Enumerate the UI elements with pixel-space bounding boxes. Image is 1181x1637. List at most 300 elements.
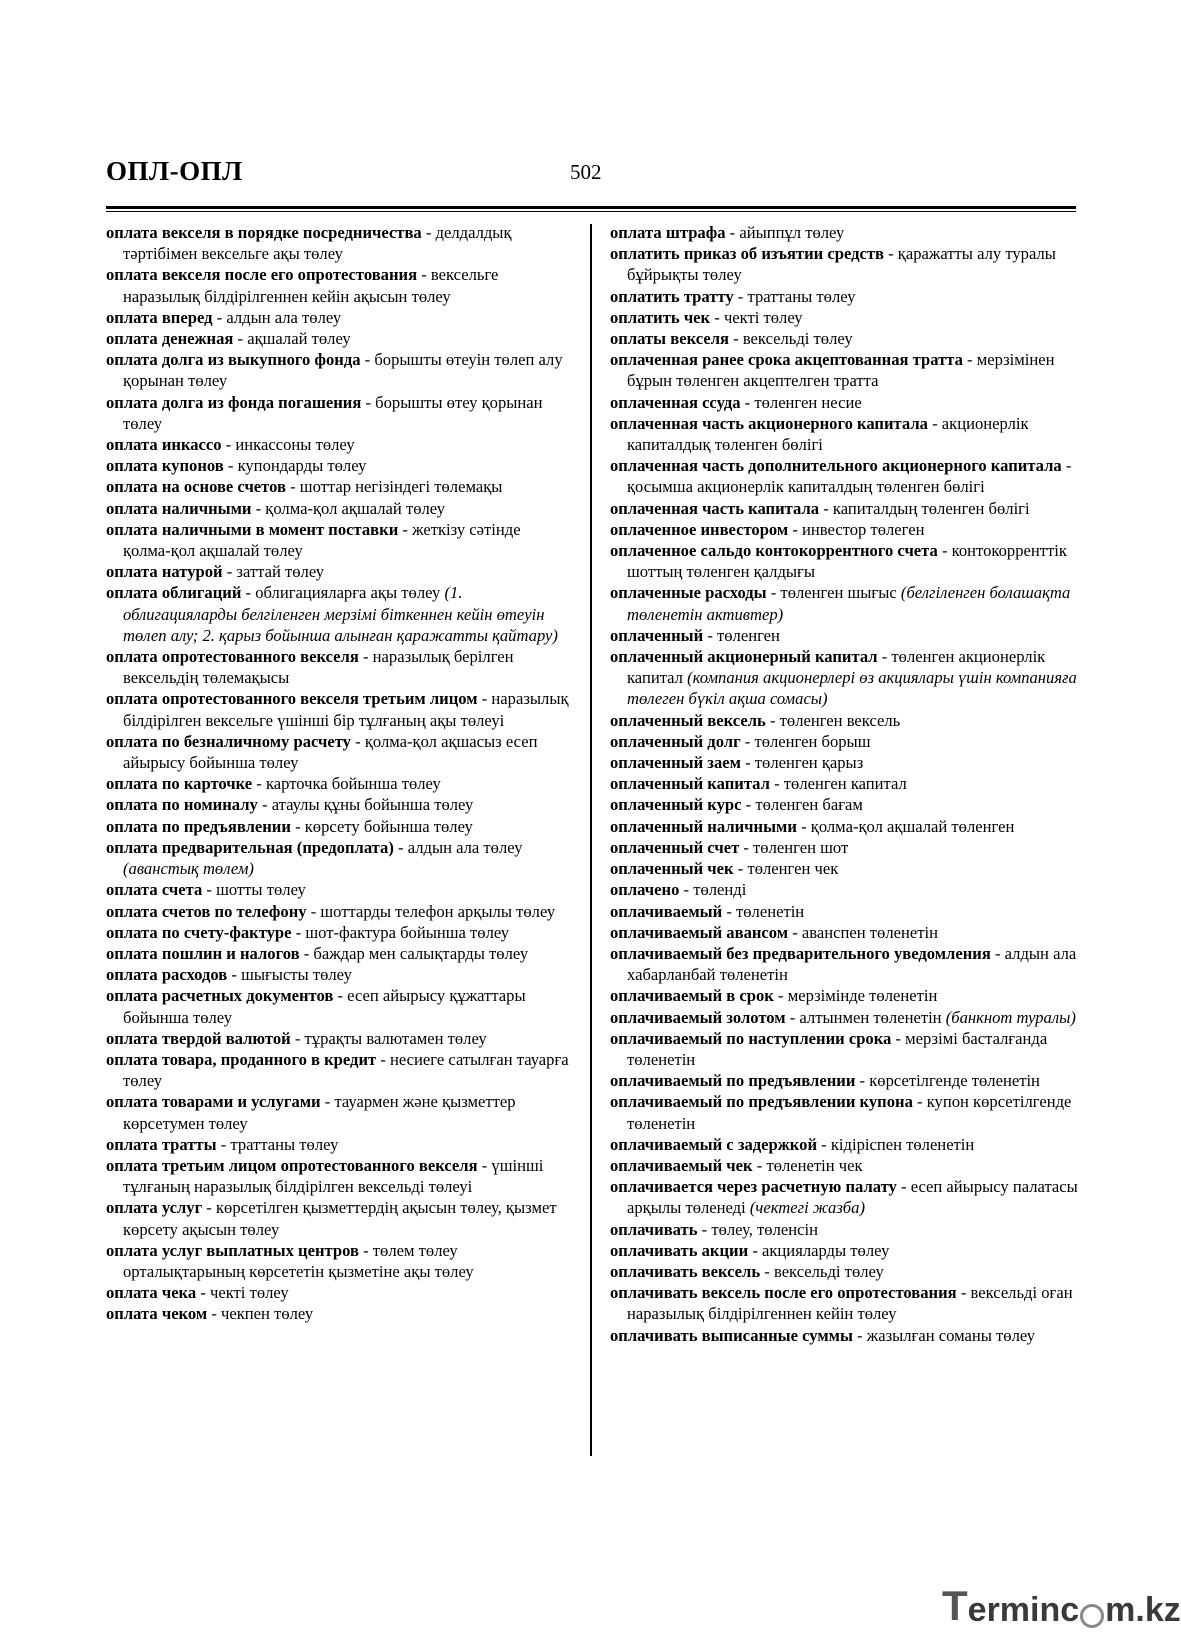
entry-separator: -	[290, 816, 305, 836]
entry-separator: -	[477, 689, 492, 709]
entry-term: оплата купонов	[106, 456, 224, 476]
entry-term: оплата наличными	[106, 498, 252, 518]
entry-term: оплачиваемый по наступлении срока	[610, 1028, 892, 1048]
dictionary-entry	[106, 1134, 572, 1155]
entry-term: оплата натурой	[106, 562, 223, 582]
entry-definition: мерзімі басталғанда төленетін	[627, 1028, 1048, 1069]
entry-definition: тұрақты валютамен төлеу	[304, 1028, 487, 1048]
entry-separator: -	[725, 223, 740, 242]
dictionary-entry	[610, 413, 1080, 455]
entry-definition: төлем төлеу орталықтарының көрсететін қызметіне ақы төлеу	[123, 1240, 474, 1281]
entry-term: оплаченная часть дополнительного акционерного капитала	[610, 456, 1062, 476]
entry-definition: есеп айырысу құжаттары бойынша төлеу	[123, 986, 526, 1027]
column-divider	[590, 224, 592, 1456]
entry-definition: шығысты төлеу	[241, 965, 352, 985]
entry-definition: қолма-қол ақшасыз есеп айырысу бойынша төлеу	[123, 731, 538, 773]
entry-definition: қолма-қол ақшалай төленген	[810, 816, 1015, 836]
entry-separator: -	[477, 1155, 492, 1175]
entry-definition: көрсетілгенде төленетін	[869, 1071, 1040, 1091]
entry-separator: -	[291, 922, 306, 942]
entry-definition: мерзімінен бұрын төленген акцептелген тратта	[627, 350, 1055, 391]
entry-term: оплаченный долг	[610, 731, 741, 751]
entry-term: оплата расходов	[106, 965, 228, 985]
entry-term: оплата предварительная (предоплата)	[106, 837, 394, 857]
entry-definition: қолма-қол ақшалай төлеу	[265, 498, 446, 518]
entry-definition: төленген шот	[753, 837, 849, 857]
entry-separator: -	[739, 837, 754, 857]
entry-separator: -	[962, 350, 977, 370]
dictionary-entry	[106, 901, 572, 922]
entry-definition: акцияларды төлеу	[762, 1240, 890, 1260]
entry-separator: -	[222, 562, 237, 582]
entry-term: оплата вперед	[106, 307, 213, 327]
entry-definition: алдын ала төлеу	[226, 307, 342, 327]
entry-definition: төленген капитал	[783, 774, 907, 794]
entry-definition: шоттарды телефон арқылы төлеу	[320, 901, 556, 921]
entry-definition: несиеге сатылған тауарға төлеу	[123, 1049, 569, 1091]
dictionary-entry	[610, 498, 1080, 519]
entry-definition: төленген қарыз	[754, 753, 864, 773]
entry-definition: траттаны төлеу	[230, 1134, 339, 1154]
left-column	[106, 222, 572, 1325]
page-number: 502	[570, 160, 602, 184]
entry-separator: -	[361, 392, 376, 412]
entry-term: оплачивать вексель после его опротестования	[610, 1283, 957, 1303]
entry-term: оплата опротестованного векселя третьим лицом	[106, 689, 478, 709]
dictionary-entry	[610, 392, 1080, 413]
entry-note: (белгіленген болашақта төленетін активтер)	[627, 583, 1071, 624]
entry-separator: -	[306, 901, 321, 921]
entry-term: оплата товарами и услугами	[106, 1092, 321, 1112]
entry-separator: -	[766, 583, 781, 603]
entry-definition: төленетін	[736, 901, 805, 921]
dictionary-entry	[610, 1240, 1080, 1261]
entry-term: оплачиваемый золотом	[610, 1007, 786, 1027]
entry-separator: -	[398, 519, 413, 539]
right-column	[610, 222, 1080, 1346]
entry-separator: -	[740, 731, 755, 751]
dictionary-entry	[106, 943, 572, 964]
dictionary-entry	[610, 1070, 1080, 1091]
entry-separator: -	[202, 1198, 216, 1218]
entry-term: оплатить приказ об изъятии средств	[610, 244, 884, 264]
entry-separator: -	[233, 329, 248, 349]
entry-term: оплаченная часть капитала	[610, 498, 820, 518]
dictionary-entry	[610, 328, 1080, 349]
entry-separator: -	[855, 1071, 870, 1091]
entry-definition: карточка бойынша төлеу	[265, 774, 441, 794]
entry-separator: -	[333, 986, 348, 1006]
entry-definition: есеп айырысу палатасы арқылы төленеді	[627, 1177, 1078, 1218]
entry-separator: -	[257, 795, 272, 815]
dictionary-entry	[610, 1261, 1080, 1282]
entry-separator: -	[896, 1177, 911, 1197]
dictionary-entry	[610, 1176, 1080, 1218]
dictionary-entry	[106, 434, 572, 455]
dictionary-entry	[106, 1049, 572, 1091]
entry-definition: үшінші тұлғаның наразылық білдірілген вексельді төлеуі	[123, 1155, 544, 1197]
entry-term: оплачивать акции	[610, 1240, 749, 1260]
entry-separator: -	[290, 1028, 305, 1048]
entry-separator: -	[733, 286, 748, 306]
entry-term: оплата услуг выплатных центров	[106, 1240, 359, 1260]
dictionary-entry	[106, 222, 572, 264]
entry-definition: жеткізу сәтінде қолма-қол ақшалай төлеу	[123, 519, 521, 561]
dictionary-entry	[106, 582, 572, 646]
dictionary-entry	[106, 307, 572, 328]
entry-separator: -	[883, 244, 898, 264]
entry-separator: -	[740, 753, 755, 773]
entry-separator: -	[852, 1325, 867, 1345]
dictionary-entry	[610, 646, 1080, 710]
entry-separator: -	[785, 1007, 800, 1027]
entry-separator: -	[223, 456, 238, 476]
entry-definition: кідіріспен төленетін	[830, 1134, 975, 1154]
dictionary-entry	[610, 816, 1080, 837]
entry-separator: -	[740, 392, 755, 412]
dictionary-entry	[106, 1155, 572, 1197]
dictionary-entry	[106, 816, 572, 837]
dictionary-entry	[106, 794, 572, 815]
entry-separator: -	[252, 774, 266, 794]
entry-separator: -	[697, 1219, 712, 1239]
entry-term: оплата опротестованного векселя	[106, 647, 359, 667]
entry-term: оплата долга из выкупного фонда	[106, 350, 361, 370]
entry-term: оплачивать выписанные суммы	[610, 1325, 853, 1345]
entry-separator: -	[216, 1134, 231, 1154]
entry-term: оплачено	[610, 880, 680, 900]
dictionary-entry	[610, 540, 1080, 582]
entry-definition: мерзімінде төленетін	[787, 986, 938, 1006]
entry-term: оплата инкассо	[106, 435, 222, 455]
entry-definition: төленген	[717, 625, 780, 645]
entry-separator: -	[927, 413, 942, 433]
entry-definition: төленетін чек	[766, 1155, 863, 1175]
entry-term: оплачивать вексель	[610, 1261, 761, 1281]
dictionary-entry	[610, 858, 1080, 879]
entry-term: оплата расчетных документов	[106, 986, 334, 1006]
entry-definition: көрсету бойынша төлеу	[304, 816, 473, 836]
entry-separator: -	[417, 265, 431, 285]
dictionary-entry	[106, 561, 572, 582]
dictionary-entry	[610, 1155, 1080, 1176]
entry-definition: инвестор төлеген	[802, 519, 925, 539]
dictionary-entry	[610, 455, 1080, 497]
entry-separator: -	[817, 1134, 831, 1154]
entry-definition: борышты өтеу қорынан төлеу	[123, 392, 543, 433]
entry-separator: -	[227, 965, 242, 985]
entry-definition: тауармен және қызметтер көрсетумен төлеу	[123, 1092, 516, 1133]
entry-separator: -	[796, 816, 811, 836]
entry-separator: -	[376, 1049, 390, 1069]
dictionary-entry	[106, 1091, 572, 1133]
entry-definition: акционерлік капиталдық төленген бөлігі	[627, 413, 1029, 455]
dictionary-entry	[610, 985, 1080, 1006]
entry-term: оплаченная ссуда	[610, 392, 741, 412]
entry-separator: -	[285, 477, 300, 497]
entry-separator: -	[741, 795, 756, 815]
entry-note: (1. облигацияларды белгіленген мерзімі біткеннен кейін өтеуін төлеп алу; 2. қарыз бойынша алынған қаражатты қайтару)	[123, 583, 558, 645]
dictionary-entry	[106, 1197, 572, 1239]
entry-separator: -	[360, 350, 375, 370]
entry-note: (банкнот туралы)	[945, 1007, 1076, 1027]
termincom-logo: T ermin c m.kz	[942, 1582, 1181, 1629]
entry-term: оплата услуг	[106, 1198, 203, 1218]
entry-definition: борышты өтеуін төлеп алу қорынан төлеу	[123, 350, 563, 391]
entry-definition: аванспен төленетін	[801, 922, 938, 942]
entry-definition: чекті төлеу	[723, 307, 803, 327]
entry-definition: төленді	[693, 880, 747, 900]
header-rule-thin	[106, 211, 1076, 212]
dictionary-entry	[610, 731, 1080, 752]
entry-term: оплаченный капитал	[610, 774, 770, 794]
entry-term: оплаченный курс	[610, 795, 742, 815]
entry-term: оплаченный	[610, 625, 704, 645]
entry-separator: -	[765, 710, 780, 730]
entry-term: оплачиваемый	[610, 901, 723, 921]
entry-term: оплатить чек	[610, 307, 711, 327]
dictionary-entry	[106, 349, 572, 391]
entry-term: оплачиваемый с задержкой	[610, 1134, 818, 1154]
dictionary-entry	[610, 1134, 1080, 1155]
entry-definition: алдын ала төлеу	[407, 837, 523, 857]
entry-separator: -	[990, 943, 1005, 963]
entry-separator: -	[241, 583, 256, 603]
entry-separator: -	[733, 859, 748, 879]
entry-definition: делдалдық тәртібімен вексельге ақы төлеу	[123, 223, 512, 264]
entry-definition: наразылық берілген вексельдің төлемақысы	[123, 647, 514, 688]
entry-term: оплата на основе счетов	[106, 477, 286, 497]
dictionary-entry	[610, 901, 1080, 922]
entry-definition: капиталдың төленген бөлігі	[832, 498, 1030, 518]
page-header-title: ОПЛ-ОПЛ	[106, 156, 243, 186]
dictionary-entry	[610, 222, 1080, 243]
dictionary-entry	[610, 286, 1080, 307]
entry-term: оплата по карточке	[106, 774, 253, 794]
dictionary-entry	[610, 519, 1080, 540]
entry-term: оплата чека	[106, 1283, 197, 1303]
entry-definition: наразылық білдірілген вексельге үшінші бір тұлғаның ақы төлеуі	[123, 689, 569, 730]
dictionary-entry	[610, 243, 1080, 285]
entry-separator: -	[251, 498, 266, 518]
dictionary-entry	[106, 392, 572, 434]
entry-term: оплата долга из фонда погашения	[106, 392, 362, 412]
entry-separator: -	[891, 1028, 906, 1048]
header-rule	[106, 206, 1076, 209]
dictionary-entry	[610, 794, 1080, 815]
entry-term: оплата денежная	[106, 329, 234, 349]
entry-separator: -	[221, 435, 236, 455]
entry-term: оплаченный чек	[610, 859, 734, 879]
entry-term: оплата по счету-фактуре	[106, 922, 292, 942]
entry-separator: -	[760, 1261, 774, 1281]
entry-separator: -	[710, 307, 724, 327]
dictionary-entry	[106, 964, 572, 985]
entry-definition: жазылған соманы төлеу	[866, 1325, 1036, 1345]
entry-separator: -	[819, 498, 833, 518]
entry-note: (аванстық төлем)	[123, 859, 254, 879]
entry-note: (компания акционерлері өз акциялары үшін компанияға төлеген бүкіл ақша сомасы)	[627, 668, 1077, 709]
dictionary-entry	[106, 731, 572, 773]
entry-definition: көрсетілген қызметтердің ақысын төлеу, қызмет көрсету ақысын төлеу	[123, 1198, 557, 1239]
entry-term: оплата штрафа	[610, 223, 726, 242]
entry-definition: алтынмен төленетін	[799, 1007, 942, 1027]
dictionary-entry	[610, 1028, 1080, 1070]
dictionary-entry	[610, 773, 1080, 794]
entry-term: оплаченный счет	[610, 837, 740, 857]
entry-term: оплата счетов по телефону	[106, 901, 307, 921]
dictionary-entry	[106, 879, 572, 900]
entry-separator: -	[421, 223, 436, 242]
logo-circle-icon	[1080, 1604, 1104, 1628]
entry-definition: шотты төлеу	[216, 880, 306, 900]
entry-separator: -	[728, 329, 743, 349]
entry-separator: -	[212, 307, 227, 327]
entry-definition: шоттар негізіндегі төлемақы	[299, 477, 503, 497]
entry-definition: чекті төлеу	[210, 1283, 289, 1303]
entry-separator: -	[937, 541, 952, 561]
entry-term: оплата наличными в момент поставки	[106, 519, 399, 539]
entry-term: оплата твердой валютой	[106, 1028, 291, 1048]
entry-definition: вексельді төлеу	[773, 1261, 884, 1281]
entry-term: оплата третьим лицом опротестованного векселя	[106, 1155, 478, 1175]
dictionary-entry	[610, 307, 1080, 328]
entry-separator: -	[877, 647, 892, 667]
dictionary-entry	[106, 455, 572, 476]
entry-term: оплачиваемый без предварительного уведомления	[610, 943, 991, 963]
dictionary-entry	[610, 752, 1080, 773]
entry-separator: -	[679, 880, 694, 900]
entry-separator: -	[358, 647, 373, 667]
entry-separator: -	[393, 837, 408, 857]
entry-term: оплата тратты	[106, 1134, 217, 1154]
entry-definition: вексельді оған наразылық білдірілгеннен кейін төлеу	[627, 1283, 1073, 1324]
entry-term: оплата по номиналу	[106, 795, 258, 815]
dictionary-entry	[106, 688, 572, 730]
entry-term: оплата векселя после его опротестования	[106, 265, 418, 285]
dictionary-entry	[106, 498, 572, 519]
entry-definition: төлеу, төленсін	[711, 1219, 818, 1239]
entry-definition: төленген чек	[747, 859, 839, 879]
entry-separator: -	[320, 1092, 335, 1112]
entry-definition: инкассоны төлеу	[235, 435, 355, 455]
entry-definition: төленген борыш	[754, 731, 871, 751]
entry-definition: қосымша акционерлік капиталдың төленген бөлігі	[627, 477, 985, 497]
dictionary-entry	[610, 625, 1080, 646]
dictionary-entry	[106, 646, 572, 688]
entry-term: оплата товара, проданного в кредит	[106, 1049, 377, 1069]
entry-term: оплаченный наличными	[610, 816, 797, 836]
entry-term: оплачиваемый в срок	[610, 986, 774, 1006]
entry-term: оплата чеком	[106, 1304, 208, 1324]
entry-term: оплата облигаций	[106, 583, 242, 603]
entry-definition: купондарды төлеу	[237, 456, 367, 476]
entry-definition: вексельге наразылық білдірілгеннен кейін ақысын төлеу	[123, 265, 499, 306]
dictionary-entry	[610, 349, 1080, 391]
entry-definition: баждар мен салықтарды төлеу	[313, 943, 529, 963]
entry-definition: алдын ала хабарланбай төленетін	[627, 943, 1077, 985]
entry-definition: облигацияларға ақы төлеу	[255, 583, 441, 603]
entry-definition: қаражатты алу туралы бұйрықты төлеу	[627, 244, 1056, 285]
entry-definition: вексельді төлеу	[742, 329, 853, 349]
dictionary-entry	[610, 1325, 1080, 1346]
dictionary-entry	[610, 837, 1080, 858]
dictionary-entry	[106, 985, 572, 1027]
dictionary-entry	[610, 879, 1080, 900]
entry-separator: -	[358, 1240, 373, 1260]
dictionary-entry	[610, 1219, 1080, 1240]
entry-term: оплаченное сальдо контокоррентного счета	[610, 541, 938, 561]
dictionary-entry	[610, 710, 1080, 731]
dictionary-entry	[106, 1028, 572, 1049]
entry-term: оплачиваемый по предъявлении купона	[610, 1092, 913, 1112]
entry-definition: чекпен төлеу	[221, 1304, 314, 1324]
entry-term: оплачивать	[610, 1219, 698, 1239]
dictionary-entry	[610, 582, 1080, 624]
dictionary-entry	[106, 519, 572, 561]
entry-term: оплаченный вексель	[610, 710, 766, 730]
entry-definition: купон көрсетілгенде төленетін	[627, 1092, 1072, 1133]
entry-definition: төленген акционерлік капитал	[627, 647, 1046, 688]
entry-definition: төленген шығыс	[780, 583, 897, 603]
dictionary-entry	[106, 264, 572, 306]
entry-definition: атаулы құны бойынша төлеу	[271, 795, 474, 815]
entry-term: оплаченная часть акционерного капитала	[610, 413, 928, 433]
entry-definition: төленген бағам	[755, 795, 863, 815]
entry-separator: -	[202, 880, 217, 900]
entry-term: оплаченный акционерный капитал	[610, 647, 878, 667]
entry-separator: -	[207, 1304, 222, 1324]
entry-term: оплаты векселя	[610, 329, 729, 349]
entry-term: оплаченный заем	[610, 753, 741, 773]
entry-term: оплата пошлин и налогов	[106, 943, 300, 963]
dictionary-entry	[106, 328, 572, 349]
entry-definition: төленген вексель	[779, 710, 901, 730]
entry-term: оплачиваемый по предъявлении	[610, 1071, 856, 1091]
dictionary-entry	[610, 943, 1080, 985]
entry-separator: -	[703, 625, 717, 645]
entry-separator: -	[788, 519, 803, 539]
entry-separator: -	[748, 1240, 762, 1260]
entry-term: оплачивается через расчетную палату	[610, 1177, 897, 1197]
dictionary-entry	[610, 1007, 1080, 1028]
dictionary-entry	[106, 773, 572, 794]
entry-term: оплата векселя в порядке посредничества	[106, 223, 422, 242]
entry-separator: -	[773, 986, 788, 1006]
entry-separator: -	[196, 1283, 210, 1303]
entry-definition: траттаны төлеу	[747, 286, 856, 306]
entry-separator: -	[956, 1283, 971, 1303]
entry-term: оплата по безналичному расчету	[106, 731, 351, 751]
entry-separator: -	[769, 774, 784, 794]
dictionary-entry	[610, 1091, 1080, 1133]
entry-separator: -	[752, 1155, 767, 1175]
entry-definition: заттай төлеу	[236, 562, 325, 582]
entry-term: оплачиваемый чек	[610, 1155, 753, 1175]
entry-separator: -	[350, 731, 365, 751]
dictionary-entry	[610, 1282, 1080, 1324]
entry-definition: ақшалай төлеу	[247, 329, 351, 349]
dictionary-entry	[106, 1303, 572, 1324]
entry-term: оплаченное инвестором	[610, 519, 789, 539]
entry-term: оплата счета	[106, 880, 203, 900]
entry-term: оплаченные расходы	[610, 583, 767, 603]
dictionary-entry	[106, 922, 572, 943]
entry-definition: айыппұл төлеу	[739, 223, 845, 242]
dictionary-entry	[106, 837, 572, 879]
entry-separator: -	[722, 901, 736, 921]
entry-term: оплачиваемый авансом	[610, 922, 789, 942]
